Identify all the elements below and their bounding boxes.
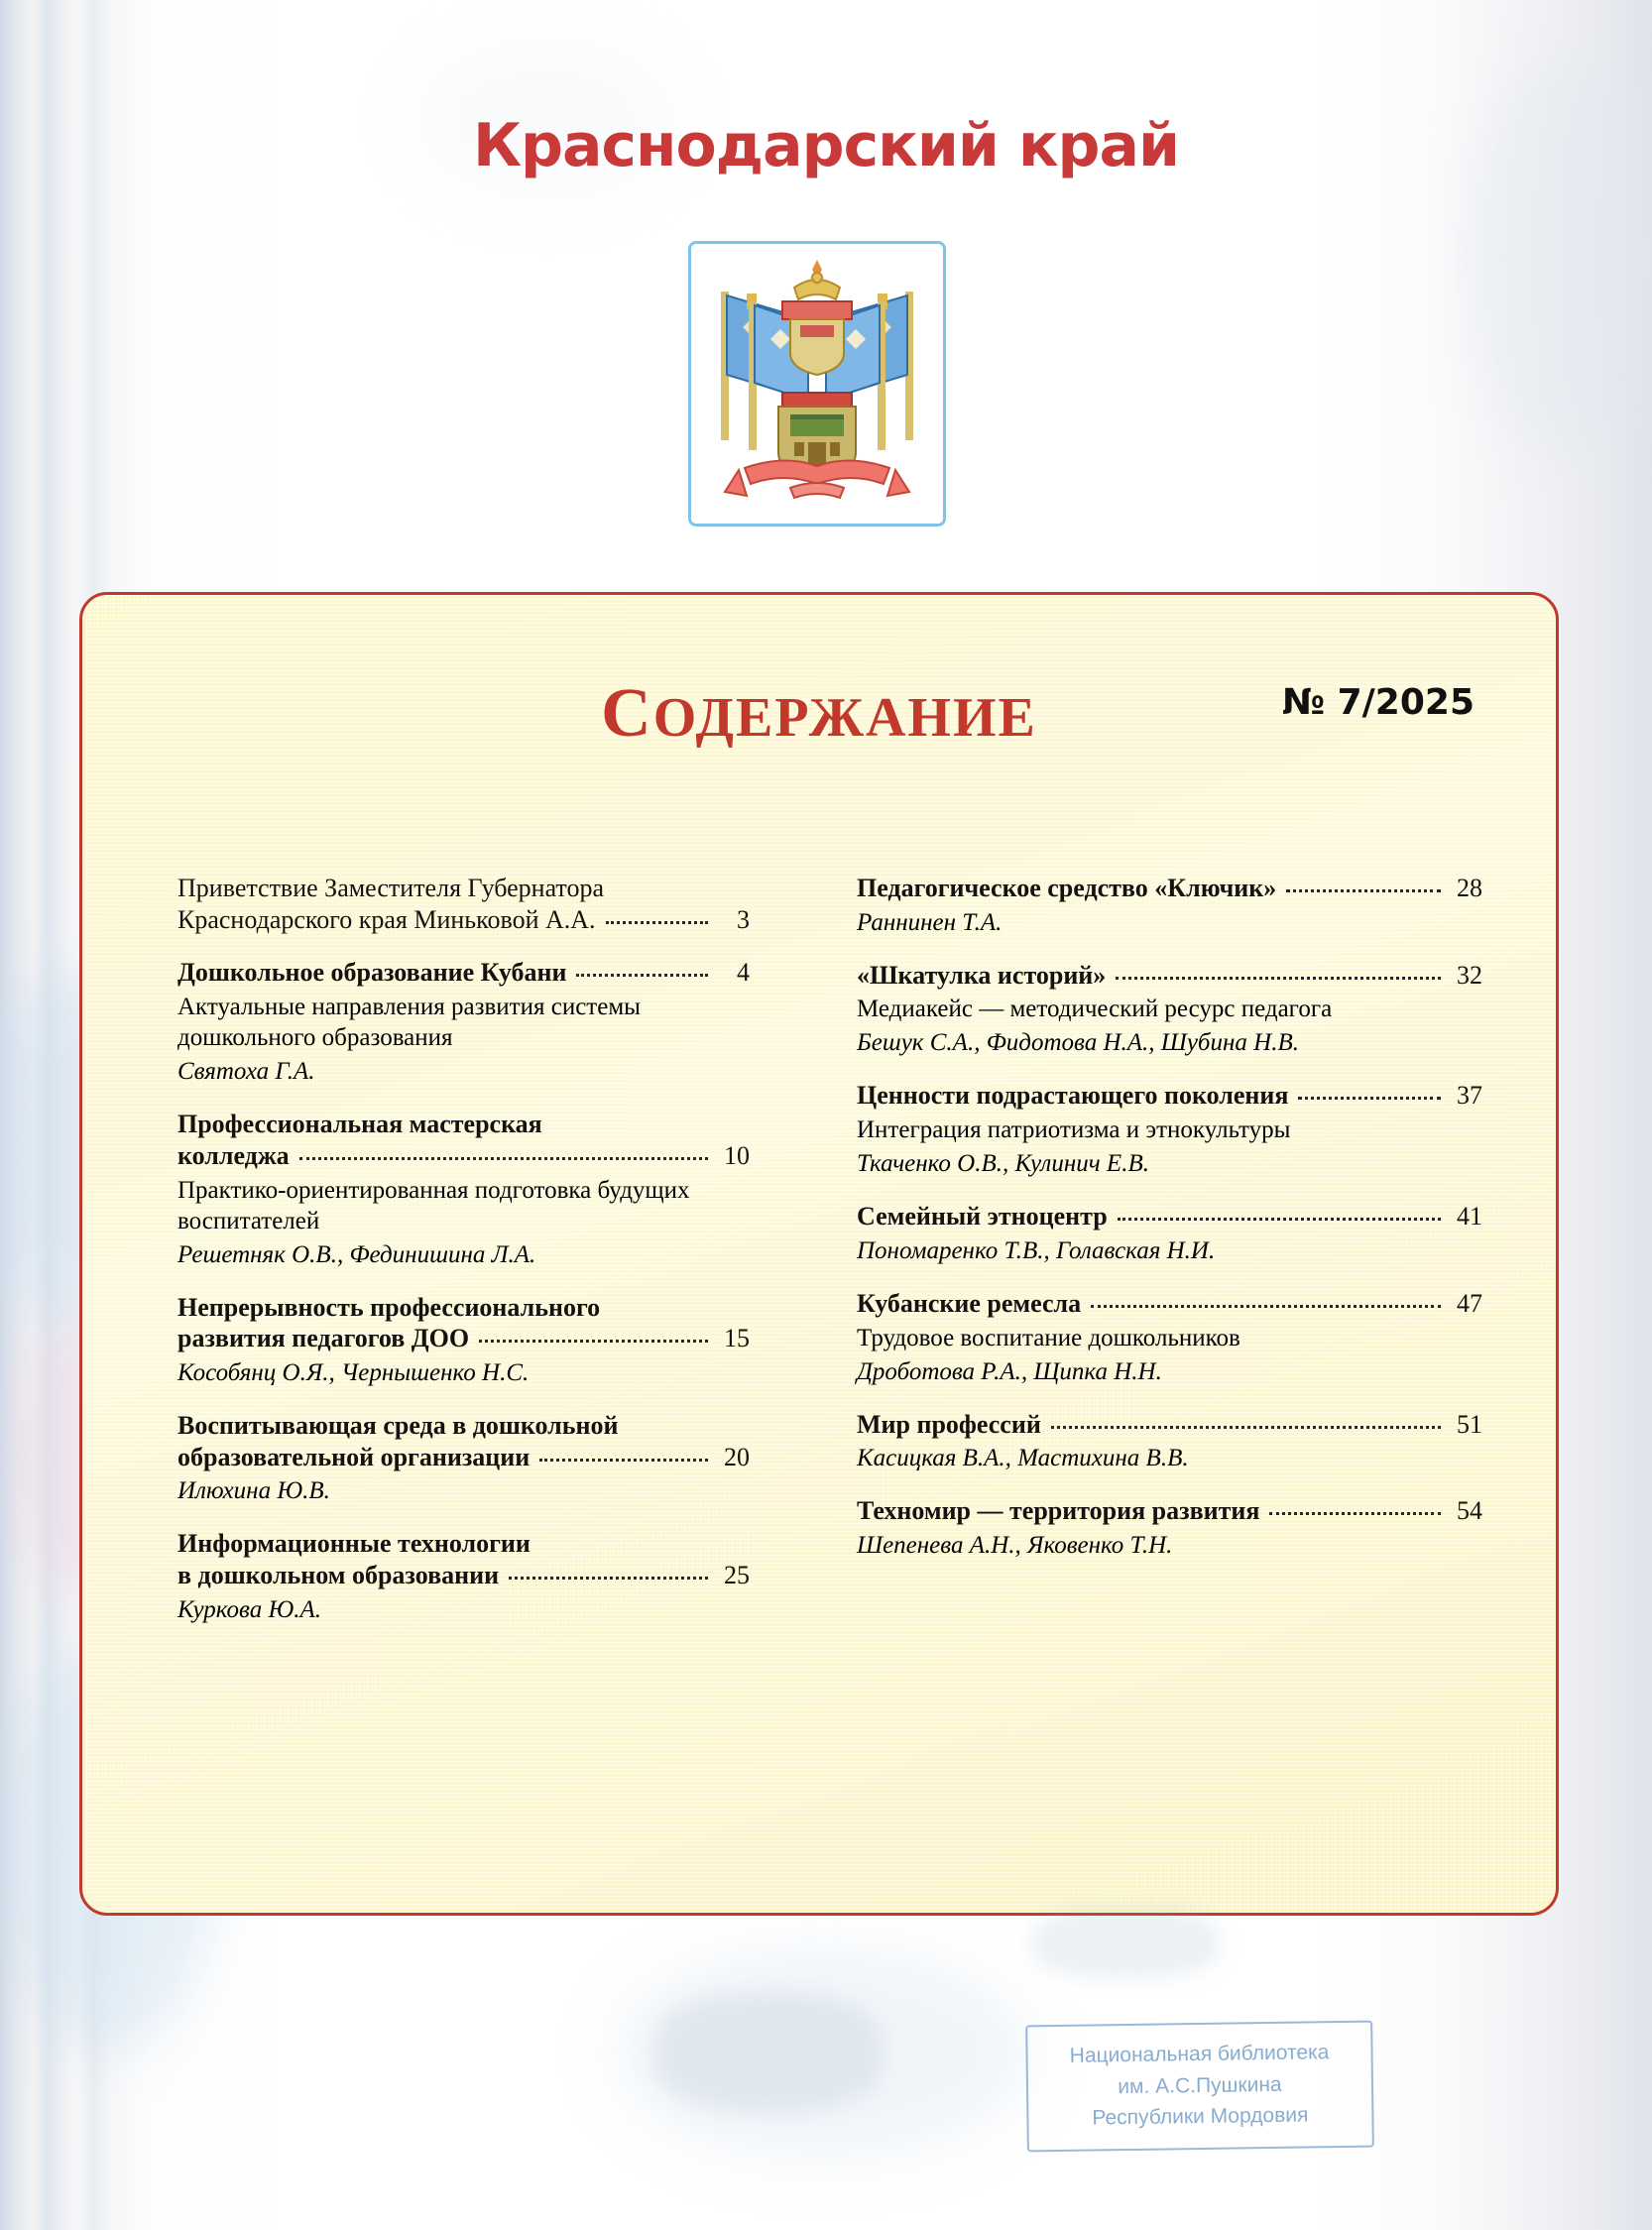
toc-entry-title-line-2 — [177, 1140, 750, 1172]
toc-entry-page[interactable]: 10 — [724, 1140, 750, 1170]
toc-entry-title: Мир профессий — [857, 1409, 1041, 1439]
scan-smudge — [654, 1993, 883, 2112]
toc-entry-page[interactable]: 54 — [1457, 1496, 1482, 1526]
toc-entry-title-line-2 — [177, 1560, 750, 1591]
toc-entry-subtitle: Медиакейс — методический ресурс педагога — [857, 996, 1333, 1023]
leader-dots — [539, 1459, 708, 1462]
coat-of-arms-icon — [688, 241, 946, 527]
library-stamp-line-1: Национальная библиотека — [1069, 2041, 1330, 2067]
toc-entry-title-cont: образовательной организации — [177, 1442, 531, 1471]
toc-entry-title-line-2 — [177, 1442, 750, 1473]
toc-entry-title-line — [177, 1410, 750, 1442]
issue-number: № 7/2025 — [1281, 682, 1475, 723]
toc-entry-title-line — [857, 873, 1482, 904]
toc-entry-authors: Илюхина Ю.В. — [177, 1477, 330, 1505]
toc-entry-subtitle: Актуальные направления развития системы дошкольного образования — [177, 994, 641, 1052]
toc-entry-subtitle: Практико-ориентированная подготовка будущих воспитателей — [177, 1176, 690, 1234]
leader-dots — [1298, 1097, 1441, 1100]
toc-entry-title-line — [177, 957, 750, 989]
toc-entry-title-line — [857, 1288, 1482, 1320]
leader-dots — [299, 1157, 708, 1160]
toc-entry-title-line — [177, 873, 750, 904]
toc-entry-authors: Раннинен Т.А. — [857, 908, 1003, 936]
toc-entry-title-line — [177, 1528, 750, 1560]
toc-entry-title-line — [857, 1201, 1482, 1232]
table-of-contents-card — [79, 592, 1559, 1916]
toc-entry[interactable] — [857, 1080, 1482, 1179]
toc-entry[interactable] — [857, 1288, 1482, 1387]
leader-dots — [606, 921, 708, 924]
toc-entry[interactable] — [177, 957, 750, 1087]
leader-dots — [479, 1340, 708, 1343]
toc-entry-page[interactable]: 20 — [724, 1442, 750, 1471]
toc-entry-title: Педагогическое средство «Ключик» — [857, 874, 1277, 902]
leader-dots — [1116, 977, 1441, 980]
toc-entry-page[interactable]: 47 — [1457, 1288, 1482, 1318]
toc-entry[interactable] — [177, 1528, 750, 1624]
toc-entry-page[interactable]: 37 — [1457, 1081, 1482, 1111]
leader-dots — [1269, 1512, 1441, 1515]
toc-entry-authors: Святоха Г.А. — [177, 1058, 315, 1086]
toc-entry-title-cont: в дошкольном образовании — [177, 1561, 500, 1590]
toc-entry-title: «Шкатулка историй» — [857, 960, 1107, 990]
toc-entry-title: Техномир — территория развития — [857, 1496, 1260, 1526]
toc-entry[interactable] — [177, 1410, 750, 1506]
toc-entry-title-cont: развития педагогов ДОО — [177, 1324, 470, 1353]
library-stamp-line-2: им. А.С.Пушкина — [1118, 2072, 1282, 2098]
scan-smudge — [1031, 1909, 1220, 1978]
toc-entry-title-cont: колледжа — [177, 1140, 290, 1170]
toc-entry-page[interactable]: 32 — [1457, 960, 1482, 990]
toc-entry[interactable] — [177, 873, 750, 935]
toc-entry-page[interactable]: 3 — [737, 904, 750, 934]
toc-entry-title-line — [857, 1495, 1482, 1527]
toc-entry[interactable] — [857, 1495, 1482, 1561]
toc-entry-authors: Пономаренко Т.В., Голавская Н.И. — [857, 1236, 1216, 1264]
toc-entry-subtitle: Интеграция патриотизма и этнокультуры — [857, 1116, 1291, 1144]
toc-entry-authors: Касицкая В.А., Мастихина В.В. — [857, 1445, 1189, 1472]
toc-entry[interactable] — [857, 1201, 1482, 1266]
toc-entry[interactable] — [857, 960, 1482, 1059]
toc-entry-title-line-2 — [177, 904, 750, 936]
toc-entry-title-line — [177, 1292, 750, 1324]
leader-dots — [1091, 1305, 1441, 1308]
toc-column-left — [114, 873, 803, 1625]
toc-entry-title-line — [177, 1109, 750, 1140]
toc-entry-authors: Решетняк О.В., Фединишина Л.А. — [177, 1240, 536, 1268]
toc-entry-title: Приветствие Заместителя Губернатора — [177, 874, 604, 902]
leader-dots — [509, 1577, 708, 1580]
toc-entry-title: Дошкольное образование Кубани — [177, 958, 567, 988]
toc-title-cap: С — [601, 675, 653, 752]
toc-entry-authors: Дроботова Р.А., Щипка Н.Н. — [857, 1357, 1162, 1385]
toc-entry-subtitle: Трудовое воспитание дошкольников — [857, 1324, 1240, 1351]
toc-entry-title: Семейный этноцентр — [857, 1202, 1108, 1232]
toc-entry-authors: Шепенева А.Н., Яковенко Т.Н. — [857, 1532, 1173, 1560]
toc-entry-page[interactable]: 51 — [1457, 1409, 1482, 1439]
toc-entry-title: Воспитывающая среда в дошкольной — [177, 1411, 619, 1441]
toc-entry[interactable] — [857, 1409, 1482, 1474]
toc-entry-title: Непрерывность профессионального — [177, 1292, 601, 1322]
leader-dots — [1051, 1426, 1441, 1429]
toc-entry-title-line-2 — [177, 1323, 750, 1354]
toc-entry-page[interactable]: 4 — [737, 958, 750, 988]
toc-entry-title: Ценности подрастающего поколения — [857, 1081, 1289, 1111]
toc-entry-title-cont: Краснодарского края Миньковой А.А. — [177, 904, 596, 934]
toc-entry-authors: Куркова Ю.А. — [177, 1595, 322, 1623]
toc-column-right — [803, 873, 1492, 1625]
toc-entry-authors: Ткаченко О.В., Кулинич Е.В. — [857, 1150, 1149, 1178]
library-stamp — [1025, 2021, 1374, 2153]
toc-entry-title: Кубанские ремесла — [857, 1288, 1082, 1318]
toc-entry-title: Информационные технологии — [177, 1529, 531, 1559]
leader-dots — [576, 974, 708, 977]
leader-dots — [1118, 1218, 1441, 1221]
toc-entry-title-line — [857, 1409, 1482, 1441]
toc-entry-page[interactable]: 25 — [724, 1561, 750, 1590]
toc-entry-page[interactable]: 41 — [1457, 1202, 1482, 1232]
toc-entry-page[interactable]: 15 — [724, 1324, 750, 1353]
toc-columns — [82, 873, 1556, 1625]
toc-entry-authors: Бешук С.А., Фидотова Н.А., Шубина Н.В. — [857, 1029, 1299, 1057]
toc-entry-authors: Кособянц О.Я., Чернышенко Н.С. — [177, 1359, 530, 1387]
toc-entry-title-line — [857, 1080, 1482, 1112]
toc-entry[interactable] — [177, 1292, 750, 1388]
toc-entry[interactable] — [177, 1109, 750, 1269]
page-title: Краснодарский край — [472, 111, 1180, 180]
library-stamp-line-3: Республики Мордовия — [1092, 2103, 1309, 2130]
toc-entry-title-line — [857, 960, 1482, 992]
leader-dots — [1286, 889, 1441, 892]
toc-entry[interactable] — [857, 873, 1482, 938]
toc-entry-title: Профессиональная мастерская — [177, 1110, 542, 1139]
toc-entry-page[interactable]: 28 — [1457, 874, 1482, 902]
toc-title — [601, 674, 1037, 754]
toc-title-rest: ОДЕРЖАНИЕ — [652, 687, 1037, 749]
